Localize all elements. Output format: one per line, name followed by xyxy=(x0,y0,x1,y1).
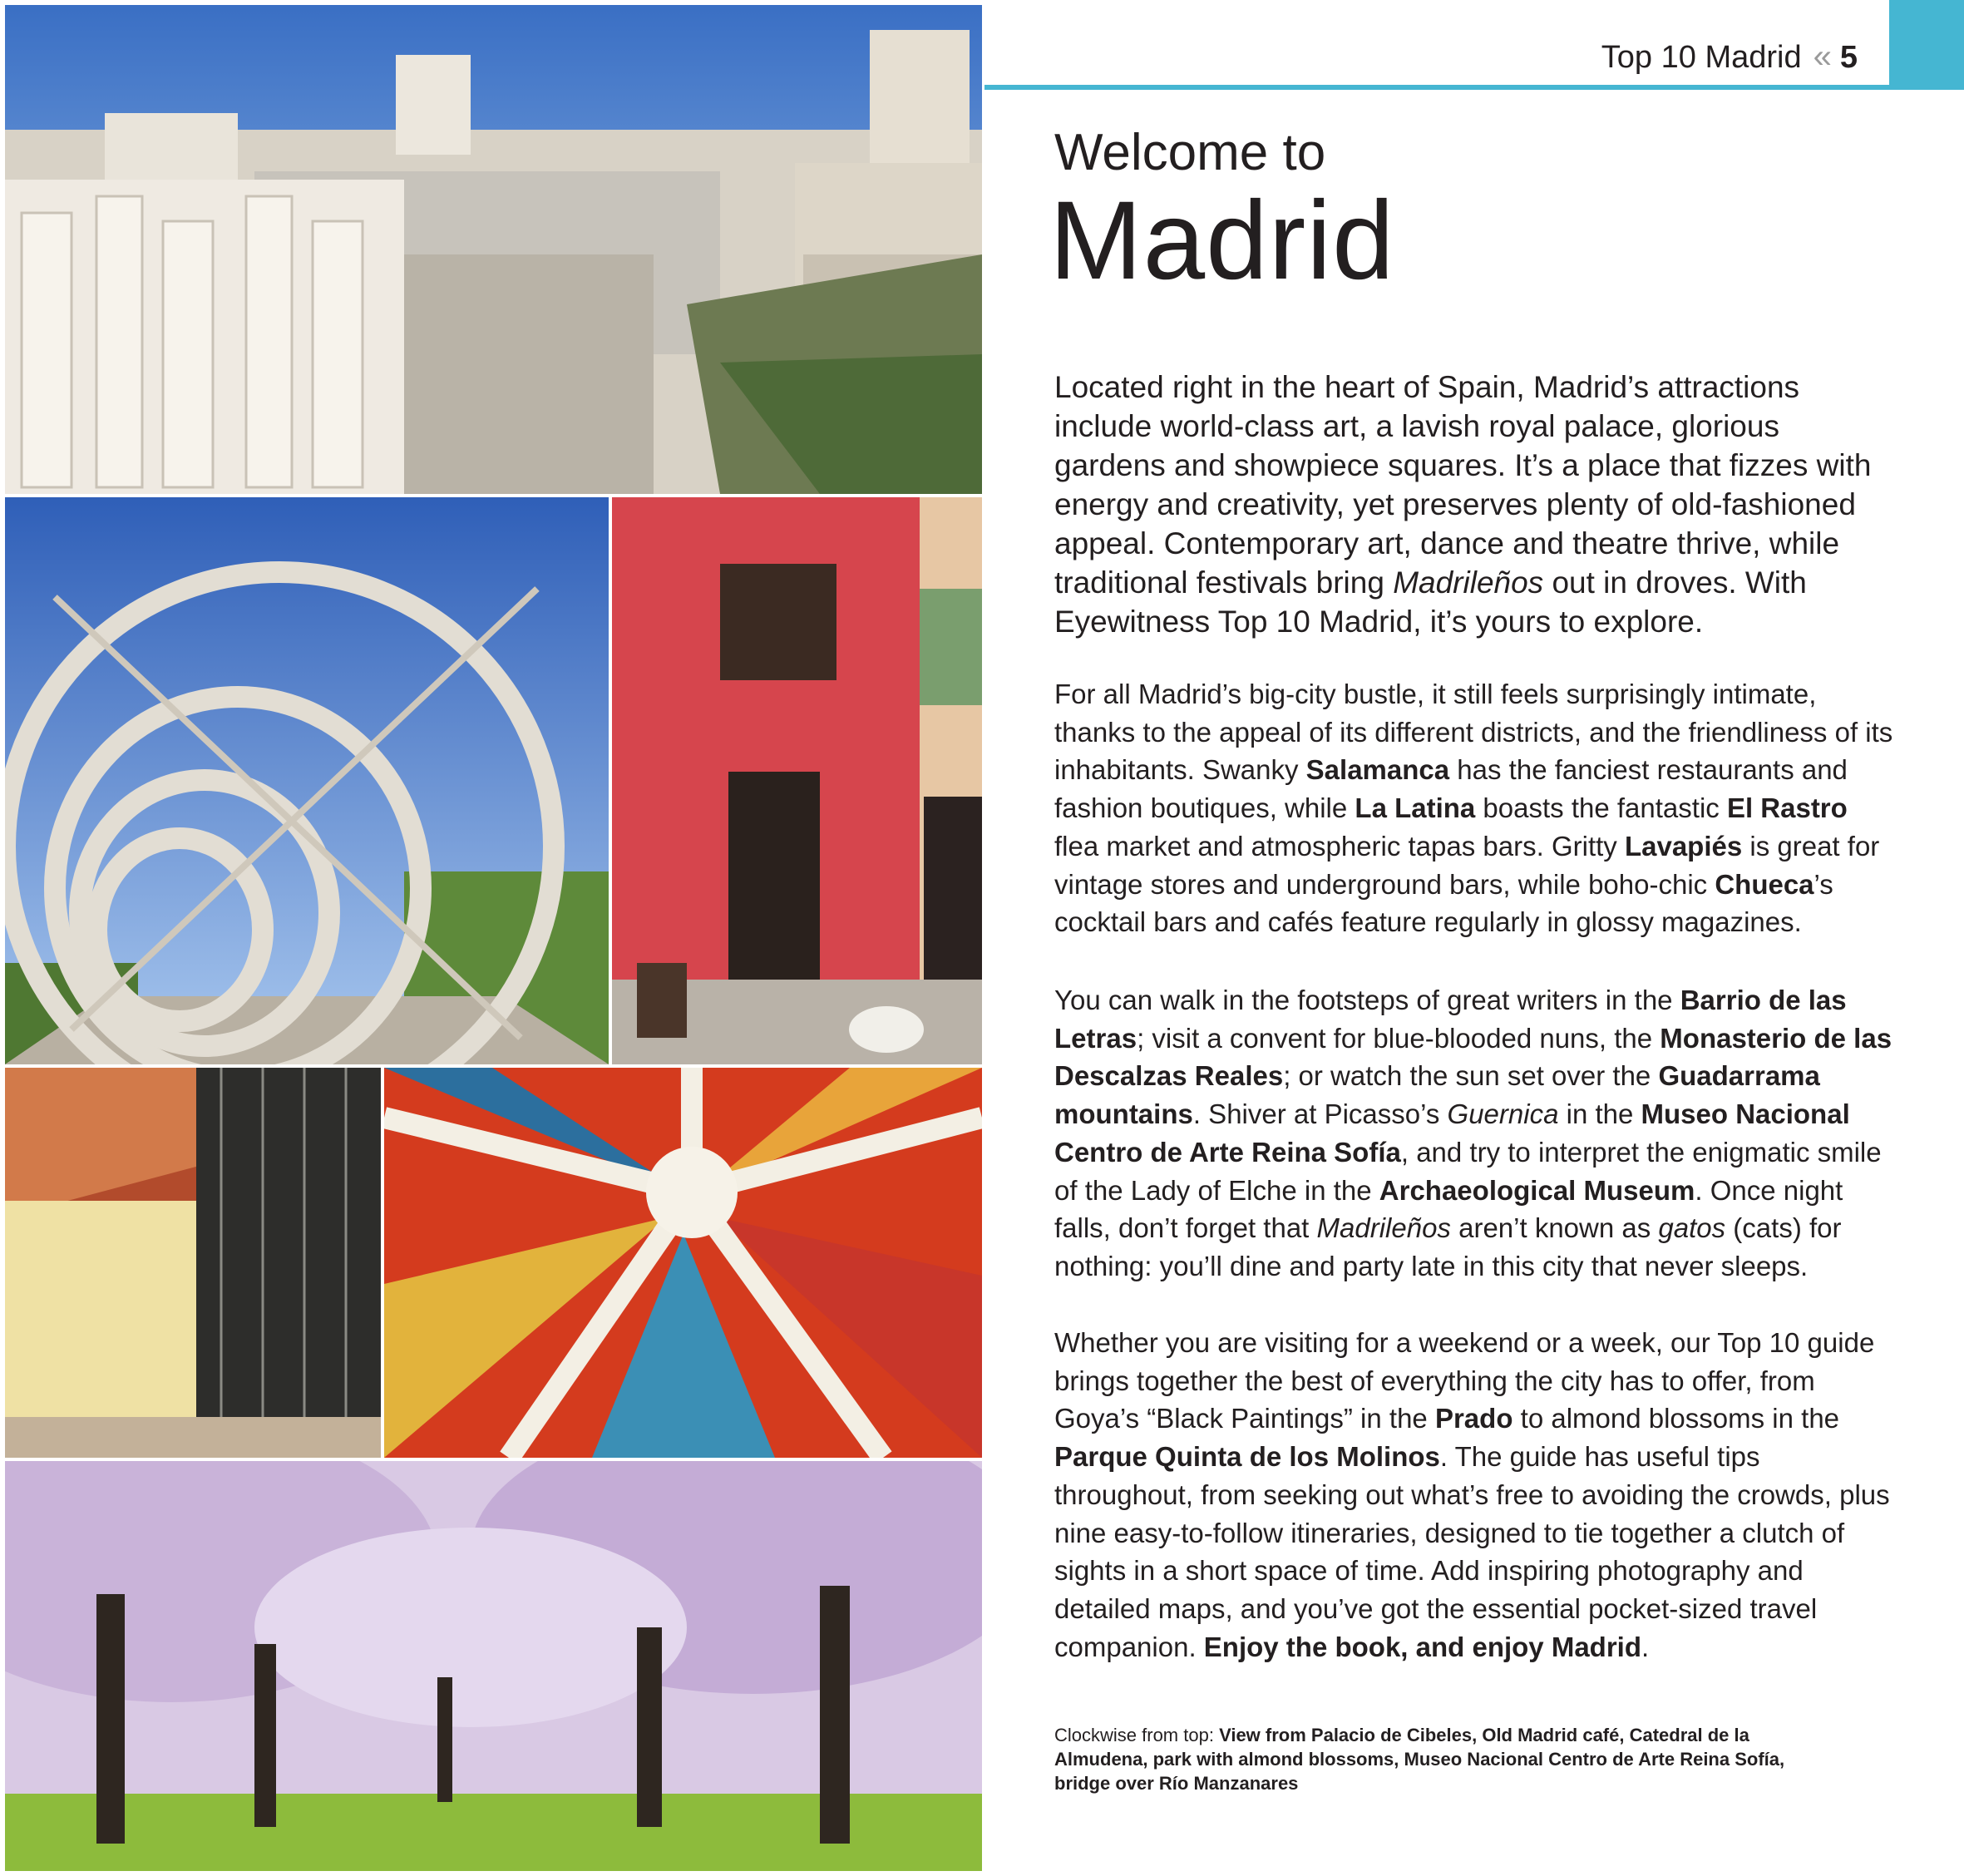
body-paragraph-3: Whether you are visiting for a weekend or a week, our Top 10 guide brings together the best of everything the city has to offer, from Goya’s “Black Paintings” in the Prado to almond blossoms in the Parque Quinta de los Molinos. The guide has useful tips throughout, from seeking out what’s free to avoiding the crowds, plus nine easy-to-follow itineraries, designed to tie together a clutch of sights in a short space of time. Add inspiring photography and detailed maps, and you’ve got the essential pocket-sized travel companion. Enjoy the book, and enjoy Madrid. xyxy=(1054,1327,1890,1662)
photo-caption xyxy=(1054,1723,1803,1795)
photo-old-madrid-cafe xyxy=(612,497,982,1064)
caption-prefix: Clockwise from top: xyxy=(1054,1725,1220,1745)
header-rule xyxy=(984,85,1894,90)
caption-text: View from Palacio de Cibeles, Old Madrid café, Catedral de la Almudena, park with almond blossoms, Museo Nacional Centro de Arte Reina Sofía, bridge over Río Manzanares xyxy=(1054,1725,1785,1794)
photo-museo-reina-sofia xyxy=(5,1068,381,1458)
photo-almudena-dome xyxy=(384,1068,982,1458)
photo-bridge-manzanares xyxy=(5,497,609,1064)
back-arrow-icon: « xyxy=(1813,38,1832,75)
section-title: Top 10 Madrid xyxy=(1601,40,1802,75)
page-number: 5 xyxy=(1839,40,1858,75)
body-paragraph-1: For all Madrid’s big-city bustle, it still feels surprisingly intimate, thanks to the appeal of its different districts, and the friendliness of its inhabitants. Swanky Salamanca has the fanciest restaurants and fashion boutiques, while La Latina boasts the fantastic El Rastro flea market and atmospheric tapas bars. Gritty Lavapiés is great for vintage stores and underground bars, while boho-chic Chueca’s cocktail bars and cafés feature regularly in glossy magazines. xyxy=(1054,679,1893,938)
photo-city-view xyxy=(5,5,982,494)
page-title-line2: Madrid xyxy=(1049,179,1395,303)
page-title-line1: Welcome to xyxy=(1054,124,1326,181)
body-paragraph-2: You can walk in the footsteps of great writers in the Barrio de las Letras; visit a convent for blue-blooded nuns, the Monasterio de las Descalzas Reales; or watch the sun set over the Guadarrama mountains. Shiver at Picasso’s Guernica in the Museo Nacional Centro de Arte Reina Sofía, and try to interpret the enigmatic smile of the Lady of Elche in the Archaeological Museum. Once night falls, don’t forget that Madrileños aren’t known as gatos (cats) for nothing: you’ll dine and party late in this city that never sleeps. xyxy=(1054,985,1892,1281)
photo-almond-blossoms-park xyxy=(5,1461,982,1871)
lead-paragraph: Located right in the heart of Spain, Madrid’s attractions include world-class art, a lavish royal palace, glorious gardens and showpiece squares. It’s a place that fizzes with energy and creativity, yet preserves plenty of old-fashioned appeal. Contemporary art, dance and theatre thrive, while traditional festivals bring Madrileños out in droves. With Eyewitness Top 10 Madrid, it’s yours to explore. xyxy=(1054,370,1872,639)
running-head xyxy=(1601,40,1858,73)
column-divider xyxy=(982,0,984,1876)
header-color-tab xyxy=(1889,0,1964,90)
